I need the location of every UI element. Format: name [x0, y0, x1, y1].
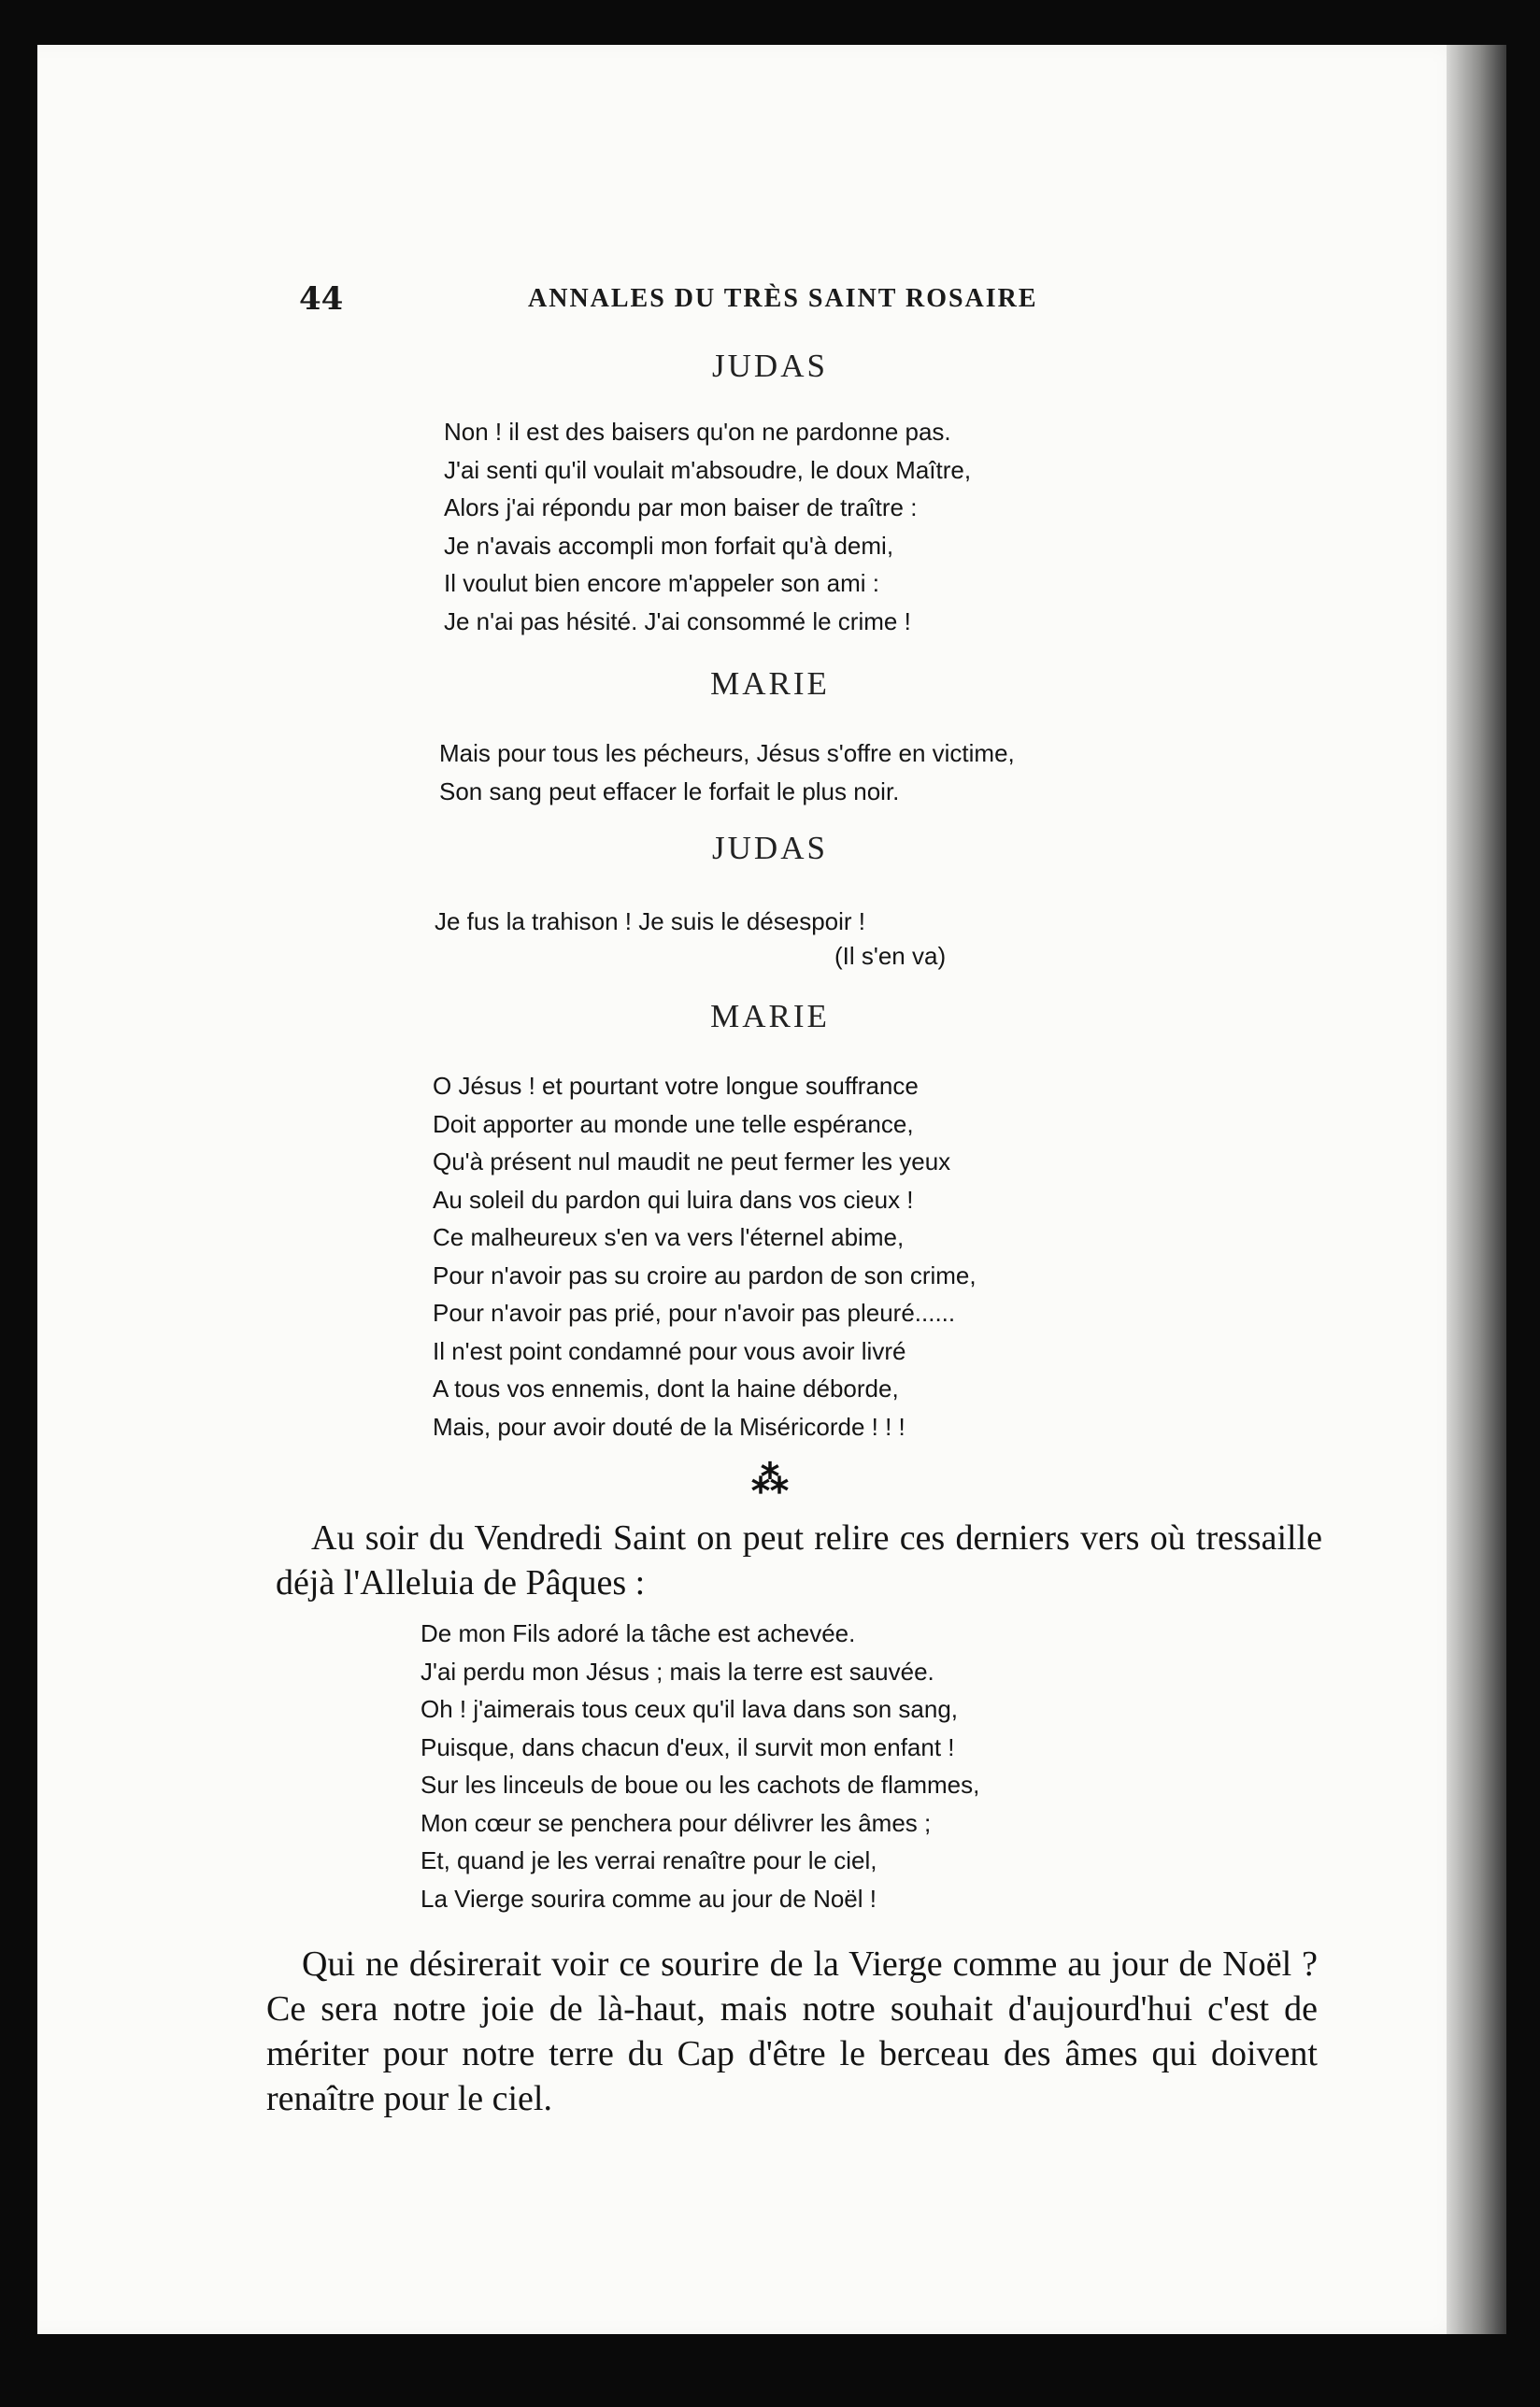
- running-head: [299, 280, 1233, 327]
- verse-line: Ce malheureux s'en va vers l'éternel abime,: [433, 1223, 905, 1251]
- verse-line: La Vierge sourira comme au jour de Noël !: [421, 1884, 877, 1913]
- verse-line: Et, quand je les verrai renaître pour le ciel,: [421, 1846, 877, 1874]
- verse-line: J'ai perdu mon Jésus ; mais la terre est sauvée.: [421, 1657, 934, 1686]
- speaker-heading: MARIE: [710, 998, 830, 1034]
- page-number: 44: [299, 280, 344, 318]
- speaker-heading: JUDAS: [712, 348, 828, 384]
- verse-block: [439, 734, 1015, 810]
- verse-line: Pour n'avoir pas prié, pour n'avoir pas pleuré......: [433, 1299, 956, 1327]
- verse-line: Mon cœur se penchera pour délivrer les âmes ;: [421, 1808, 932, 1837]
- verse-line: Qu'à présent nul maudit ne peut fermer les yeux: [433, 1147, 951, 1175]
- verse-line: Je n'avais accompli mon forfait qu'à demi,: [444, 531, 894, 560]
- verse-line: Il voulut bien encore m'appeler son ami :: [444, 569, 879, 597]
- speaker-heading: MARIE: [710, 665, 830, 702]
- paragraph-text: Qui ne désirerait voir ce sourire de la Vierge comme au jour de Noël ? Ce sera notre joie de là-haut, mais notre souhait d'aujourd'hui c'est de mériter pour notre terre du Cap d'être le berceau des âmes qui doivent renaître pour le ciel.: [266, 1944, 1318, 2118]
- verse-line: Doit apporter au monde une telle espérance,: [433, 1109, 914, 1138]
- verse-block: [444, 413, 971, 640]
- verse-line: Pour n'avoir pas su croire au pardon de son crime,: [433, 1260, 977, 1289]
- verse-line: O Jésus ! et pourtant votre longue souffrance: [433, 1072, 919, 1100]
- verse-line: Au soleil du pardon qui luira dans vos cieux !: [433, 1185, 914, 1214]
- verse-line: Je n'ai pas hésité. J'ai consommé le crime !: [444, 606, 911, 635]
- verse-line: Je fus la trahison ! Je suis le désespoir !: [435, 907, 866, 935]
- speaker-heading: JUDAS: [712, 830, 828, 866]
- verse-line: Puisque, dans chacun d'eux, il survit mon enfant !: [421, 1732, 955, 1761]
- prose-paragraph: [276, 1516, 1322, 1605]
- page-edge-shadow: [1447, 45, 1506, 2334]
- verse-line: Oh ! j'aimerais tous ceux qu'il lava dans son sang,: [421, 1695, 959, 1723]
- asterism-ornament: ⁂: [751, 1459, 789, 1501]
- verse-line: Mais pour tous les pécheurs, Jésus s'offre en victime,: [439, 739, 1015, 767]
- prose-paragraph: [266, 1942, 1318, 2121]
- verse-line: Sur les linceuls de boue ou les cachots de flammes,: [421, 1771, 980, 1799]
- verse-line: Son sang peut effacer le forfait le plus noir.: [439, 776, 900, 805]
- verse-line: J'ai senti qu'il voulait m'absoudre, le doux Maître,: [444, 455, 972, 484]
- verse-line: Il n'est point condamné pour vous avoir livré: [433, 1336, 906, 1365]
- verse-line: Alors j'ai répondu par mon baiser de traître :: [444, 493, 918, 521]
- running-title: ANNALES DU TRÈS SAINT ROSAIRE: [528, 284, 1038, 313]
- verse-line: A tous vos ennemis, dont la haine déborde,: [433, 1374, 899, 1403]
- verse-block: [433, 1067, 977, 1446]
- verse-block: [421, 1615, 979, 1917]
- paragraph-text: Au soir du Vendredi Saint on peut relire ces derniers vers où tressaille déjà l'Alleluia de Pâques :: [276, 1518, 1322, 1602]
- verse-line: Mais, pour avoir douté de la Miséricorde ! ! !: [433, 1412, 905, 1441]
- verse-block: [435, 903, 865, 941]
- stage-direction: (Il s'en va): [834, 942, 947, 970]
- verse-line: Non ! il est des baisers qu'on ne pardonne pas.: [444, 418, 951, 446]
- verse-line: De mon Fils adoré la tâche est achevée.: [421, 1619, 856, 1647]
